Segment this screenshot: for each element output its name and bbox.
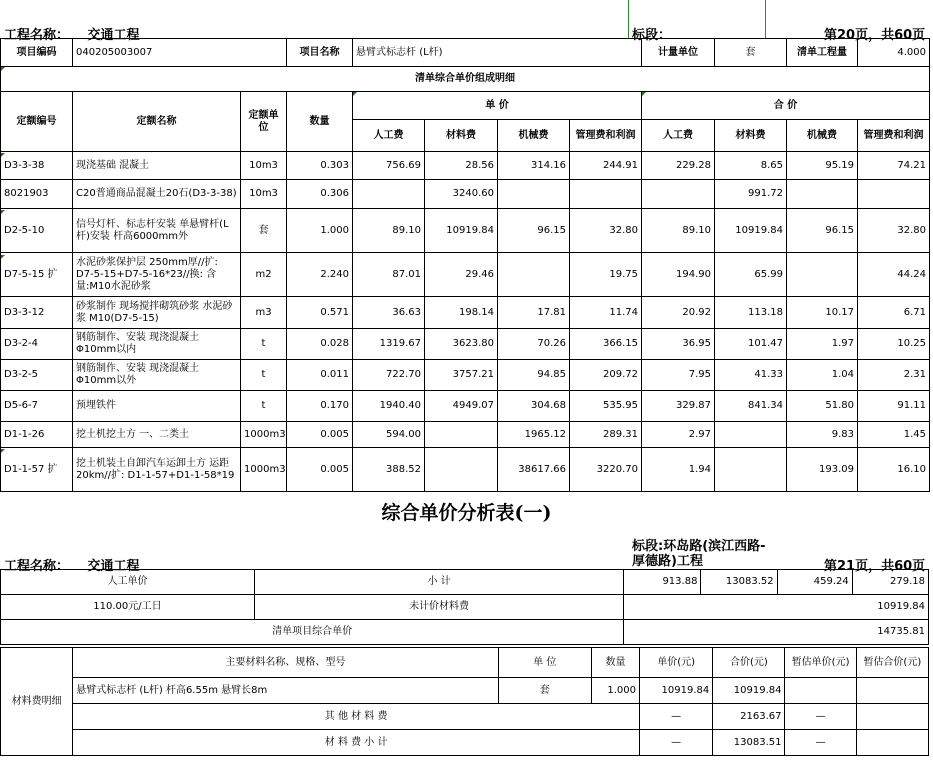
cell-u-mach: 1965.12 <box>498 422 570 448</box>
cell-u-mgmt: 11.74 <box>570 297 642 329</box>
page-title: 综合单价分析表(一) <box>381 502 552 524</box>
composition-title: 清单综合单价组成明细 <box>1 67 930 92</box>
cell-t-mgmt: 32.80 <box>858 209 930 253</box>
cell-code: D3-2-5 <box>1 360 73 391</box>
cell-marker <box>642 92 646 96</box>
cell-t-mach: 193.09 <box>787 448 858 492</box>
cell-t-labor: 2.97 <box>642 422 715 448</box>
quota-rows <box>1 152 930 492</box>
cell-qty: 0.005 <box>287 422 353 448</box>
cell-t-mat: 101.47 <box>715 329 787 360</box>
other-material-total: 2163.67 <box>713 704 785 730</box>
material-item-total: 10919.84 <box>713 678 785 704</box>
cell-u-mach: 70.26 <box>498 329 570 360</box>
cell-t-mgmt: 10.25 <box>858 329 930 360</box>
cell-u-mgmt: 535.95 <box>570 391 642 422</box>
cell-u-mat: 28.56 <box>425 152 498 180</box>
cell-t-mat <box>715 422 787 448</box>
cell-u-mgmt: 3220.70 <box>570 448 642 492</box>
cell-marker <box>1 255 5 259</box>
cell-u-mach: 96.15 <box>498 209 570 253</box>
h-quota-name: 定额名称 <box>73 92 241 152</box>
unit-label: 计量单位 <box>642 39 715 67</box>
cell-t-mach: 9.83 <box>787 422 858 448</box>
cell-t-labor: 36.95 <box>642 329 715 360</box>
material-item-qty: 1.000 <box>591 678 639 704</box>
cell-marker <box>1 210 5 214</box>
materials-side-label: 材料费明细 <box>1 648 73 756</box>
cell-name: 钢筋制作、安装 现浇混凝土 Φ10mm以内 <box>73 329 241 360</box>
cell-u-mgmt <box>570 180 642 209</box>
material-subtotal-label: 材 料 费 小 计 <box>73 730 640 756</box>
table-row <box>1 253 930 297</box>
table-row <box>1 209 930 253</box>
subtotal-mgmt: 279.18 <box>852 570 928 595</box>
cell-u-mgmt: 289.31 <box>570 422 642 448</box>
material-subtotal-dash: — <box>640 730 713 756</box>
unpriced-value: 10919.84 <box>624 595 929 620</box>
cell-u-mgmt: 209.72 <box>570 360 642 391</box>
cell-t-mach: 51.80 <box>787 391 858 422</box>
cell-u-mat: 3623.80 <box>425 329 498 360</box>
other-material-label: 其 他 材 料 费 <box>73 704 640 730</box>
cell-name: 水泥砂浆保护层 250mm厚//扩: D7-5-15+D7-5-16*23//换: 含量:M10水泥砂浆 <box>73 253 241 297</box>
cell-u-mat: 3757.21 <box>425 360 498 391</box>
cell-t-labor: 1.94 <box>642 448 715 492</box>
cell-unit: m3 <box>241 297 287 329</box>
cell-unit: t <box>241 329 287 360</box>
cell-t-mgmt: 2.31 <box>858 360 930 391</box>
table-row <box>1 180 930 209</box>
cell-t-mach <box>787 253 858 297</box>
cell-qty: 0.005 <box>287 448 353 492</box>
cell-u-mach <box>498 253 570 297</box>
cell-code: D3-3-12 <box>1 297 73 329</box>
cell-u-mach: 38617.66 <box>498 448 570 492</box>
cell-code: D1-1-57 扩 <box>1 448 73 492</box>
cell-u-mat: 3240.60 <box>425 180 498 209</box>
cell-code: D7-5-15 扩 <box>1 253 73 297</box>
cell-u-labor: 594.00 <box>353 422 425 448</box>
cell-t-labor: 329.87 <box>642 391 715 422</box>
cell-code: D1-1-26 <box>1 422 73 448</box>
name-label: 项目名称 <box>287 39 353 67</box>
cell-t-mgmt: 44.24 <box>858 253 930 297</box>
cell-qty: 2.240 <box>287 253 353 297</box>
cell-t-mat: 991.72 <box>715 180 787 209</box>
item-code: 040205003007 <box>73 39 287 67</box>
subtotal-label: 小 计 <box>254 570 623 595</box>
cell-t-mgmt: 6.71 <box>858 297 930 329</box>
material-subtotal-total: 13083.51 <box>713 730 785 756</box>
cell-qty: 0.303 <box>287 152 353 180</box>
table-row <box>1 297 930 329</box>
cell-t-mgmt: 16.10 <box>858 448 930 492</box>
composite-label: 清单项目综合单价 <box>1 620 624 645</box>
cell-name: 信号灯杆、标志杆安装 单悬臂杆(L杆)安装 杆高6000mm外 <box>73 209 241 253</box>
h-u-labor: 人工费 <box>353 120 425 152</box>
subtotal-machine: 459.24 <box>777 570 852 595</box>
cell-t-mat: 65.99 <box>715 253 787 297</box>
subtotal-material: 13083.52 <box>701 570 777 595</box>
other-material-dash: — <box>640 704 713 730</box>
cell-t-labor: 194.90 <box>642 253 715 297</box>
cell-u-mgmt: 32.80 <box>570 209 642 253</box>
material-item-name: 悬臂式标志杆 (L杆) 杆高6.55m 悬臂长8m <box>73 678 498 704</box>
cell-u-mat <box>425 422 498 448</box>
cell-unit: 套 <box>241 209 287 253</box>
project-name-header-2: 工程名称： 交通工程 <box>4 559 140 574</box>
cell-code: D2-5-10 <box>1 209 73 253</box>
cell-u-labor: 36.63 <box>353 297 425 329</box>
cell-u-mat: 10919.84 <box>425 209 498 253</box>
cell-u-mach: 94.85 <box>498 360 570 391</box>
cell-u-mgmt: 366.15 <box>570 329 642 360</box>
item-unit: 套 <box>715 39 787 67</box>
cell-name: 挖土机装土自卸汽车运卸土方 运距20km//扩: D1-1-57+D1-1-58*19 <box>73 448 241 492</box>
subtotal-labor: 913.88 <box>624 570 701 595</box>
cell-t-mach: 10.17 <box>787 297 858 329</box>
cell-name: 预埋铁件 <box>73 391 241 422</box>
cell-t-mach <box>787 180 858 209</box>
project-name-header: 工程名称： 交通工程 <box>4 28 140 43</box>
cell-u-labor: 722.70 <box>353 360 425 391</box>
cell-unit: 1000m3 <box>241 422 287 448</box>
h-total-price: 合 价 <box>642 92 930 120</box>
cell-unit: m2 <box>241 253 287 297</box>
table-row <box>1 422 930 448</box>
cell-unit: 10m3 <box>241 152 287 180</box>
cell-name: 砂浆制作 现场搅拌砌筑砂浆 水泥砂浆 M10(D7-5-15) <box>73 297 241 329</box>
materials-table <box>0 647 929 756</box>
table-row <box>1 360 930 391</box>
cell-u-mach: 304.68 <box>498 391 570 422</box>
cell-t-mach: 1.97 <box>787 329 858 360</box>
table-row <box>1 152 930 180</box>
h-material-unit: 单 位 <box>498 648 591 678</box>
table-row <box>1 391 930 422</box>
h-material-name: 主要材料名称、规格、型号 <box>73 648 498 678</box>
cell-u-mat <box>425 448 498 492</box>
cell-t-mgmt: 1.45 <box>858 422 930 448</box>
cell-t-mgmt: 74.21 <box>858 152 930 180</box>
cell-qty: 0.571 <box>287 297 353 329</box>
h-u-material: 材料费 <box>425 120 498 152</box>
cell-u-mat: 198.14 <box>425 297 498 329</box>
cell-qty: 0.028 <box>287 329 353 360</box>
h-quantity: 数量 <box>287 92 353 152</box>
other-material-est <box>856 704 928 730</box>
h-u-machine: 机械费 <box>498 120 570 152</box>
section-label: 标段： <box>632 28 672 43</box>
cell-t-mach: 1.04 <box>787 360 858 391</box>
cell-t-labor: 229.28 <box>642 152 715 180</box>
cell-marker <box>1 153 5 157</box>
item-name: 悬臂式标志杆 (L杆) <box>353 39 642 67</box>
cell-u-labor: 756.69 <box>353 152 425 180</box>
h-u-mgmt: 管理费和利润 <box>570 120 642 152</box>
h-est-total: 暂估合价(元) <box>856 648 928 678</box>
h-t-labor: 人工费 <box>642 120 715 152</box>
labor-price-label: 人工单价 <box>1 570 255 595</box>
cell-name: 现浇基础 混凝土 <box>73 152 241 180</box>
material-item-est-price <box>785 678 856 704</box>
cell-t-labor: 7.95 <box>642 360 715 391</box>
cell-qty: 0.170 <box>287 391 353 422</box>
cell-t-mat: 113.18 <box>715 297 787 329</box>
code-label: 项目编码 <box>1 39 73 67</box>
cell-u-mach: 314.16 <box>498 152 570 180</box>
cell-t-mat: 41.33 <box>715 360 787 391</box>
h-t-mgmt: 管理费和利润 <box>858 120 930 152</box>
composition-table <box>0 38 930 492</box>
cell-u-mach <box>498 180 570 209</box>
cell-t-mgmt: 91.11 <box>858 391 930 422</box>
cell-t-mat: 8.65 <box>715 152 787 180</box>
material-item-price: 10919.84 <box>640 678 713 704</box>
h-t-machine: 机械费 <box>787 120 858 152</box>
cell-t-mat: 10919.84 <box>715 209 787 253</box>
cell-name: 钢筋制作、安装 现浇混凝土 Φ10mm以外 <box>73 360 241 391</box>
cell-code: 8021903 <box>1 180 73 209</box>
cell-qty: 0.011 <box>287 360 353 391</box>
cell-t-labor: 20.92 <box>642 297 715 329</box>
cell-u-labor: 89.10 <box>353 209 425 253</box>
cell-name: 挖土机挖土方 一、二类土 <box>73 422 241 448</box>
summary-table <box>0 569 929 645</box>
cell-name: C20普通商品混凝土20石(D3-3-38) <box>73 180 241 209</box>
cell-unit: 10m3 <box>241 180 287 209</box>
item-qty: 4.000 <box>858 39 930 67</box>
cell-marker <box>1 67 5 71</box>
cell-t-mgmt <box>858 180 930 209</box>
h-material-total: 合价(元) <box>713 648 785 678</box>
cell-unit: 1000m3 <box>241 448 287 492</box>
cell-code: D3-3-38 <box>1 152 73 180</box>
cell-qty: 1.000 <box>287 209 353 253</box>
cell-u-labor: 1319.67 <box>353 329 425 360</box>
cell-u-mgmt: 19.75 <box>570 253 642 297</box>
cell-u-labor: 87.01 <box>353 253 425 297</box>
cell-t-mach: 96.15 <box>787 209 858 253</box>
h-t-material: 材料费 <box>715 120 787 152</box>
h-quota-code: 定额编号 <box>1 92 73 152</box>
cell-t-mat <box>715 448 787 492</box>
labor-price: 110.00元/工日 <box>1 595 255 620</box>
cell-u-mat: 4949.07 <box>425 391 498 422</box>
cell-t-mach: 95.19 <box>787 152 858 180</box>
cell-marker <box>353 92 357 96</box>
cell-u-labor: 388.52 <box>353 448 425 492</box>
h-quota-unit: 定额单位 <box>241 92 287 152</box>
h-est-price: 暂估单价(元) <box>785 648 856 678</box>
h-material-qty: 数量 <box>591 648 639 678</box>
h-unit-price: 单 价 <box>353 92 642 120</box>
cell-marker <box>1 449 5 453</box>
table-row <box>1 329 930 360</box>
material-subtotal-est <box>856 730 928 756</box>
page-info-2: 第21页，共60页 <box>824 559 926 574</box>
cell-t-labor: 89.10 <box>642 209 715 253</box>
other-material-dash2: — <box>785 704 856 730</box>
page-info: 第20页，共60页 <box>824 28 926 43</box>
composite-value: 14735.81 <box>624 620 929 645</box>
section-2: 标段:环岛路(滨江西路-厚德路)工程 <box>632 539 766 569</box>
qty-label: 清单工程量 <box>787 39 858 67</box>
cell-u-labor: 1940.40 <box>353 391 425 422</box>
material-item-unit: 套 <box>498 678 591 704</box>
unpriced-label: 未计价材料费 <box>254 595 623 620</box>
cell-u-mat: 29.46 <box>425 253 498 297</box>
cell-code: D5-6-7 <box>1 391 73 422</box>
cell-u-mach: 17.81 <box>498 297 570 329</box>
table-row <box>1 448 930 492</box>
cell-code: D3-2-4 <box>1 329 73 360</box>
cell-u-mgmt: 244.91 <box>570 152 642 180</box>
h-material-price: 单价(元) <box>640 648 713 678</box>
cell-unit: t <box>241 360 287 391</box>
cell-qty: 0.306 <box>287 180 353 209</box>
material-subtotal-dash2: — <box>785 730 856 756</box>
cell-unit: t <box>241 391 287 422</box>
cell-t-mat: 841.34 <box>715 391 787 422</box>
cell-t-labor <box>642 180 715 209</box>
cell-u-labor <box>353 180 425 209</box>
material-item-est-total <box>856 678 928 704</box>
